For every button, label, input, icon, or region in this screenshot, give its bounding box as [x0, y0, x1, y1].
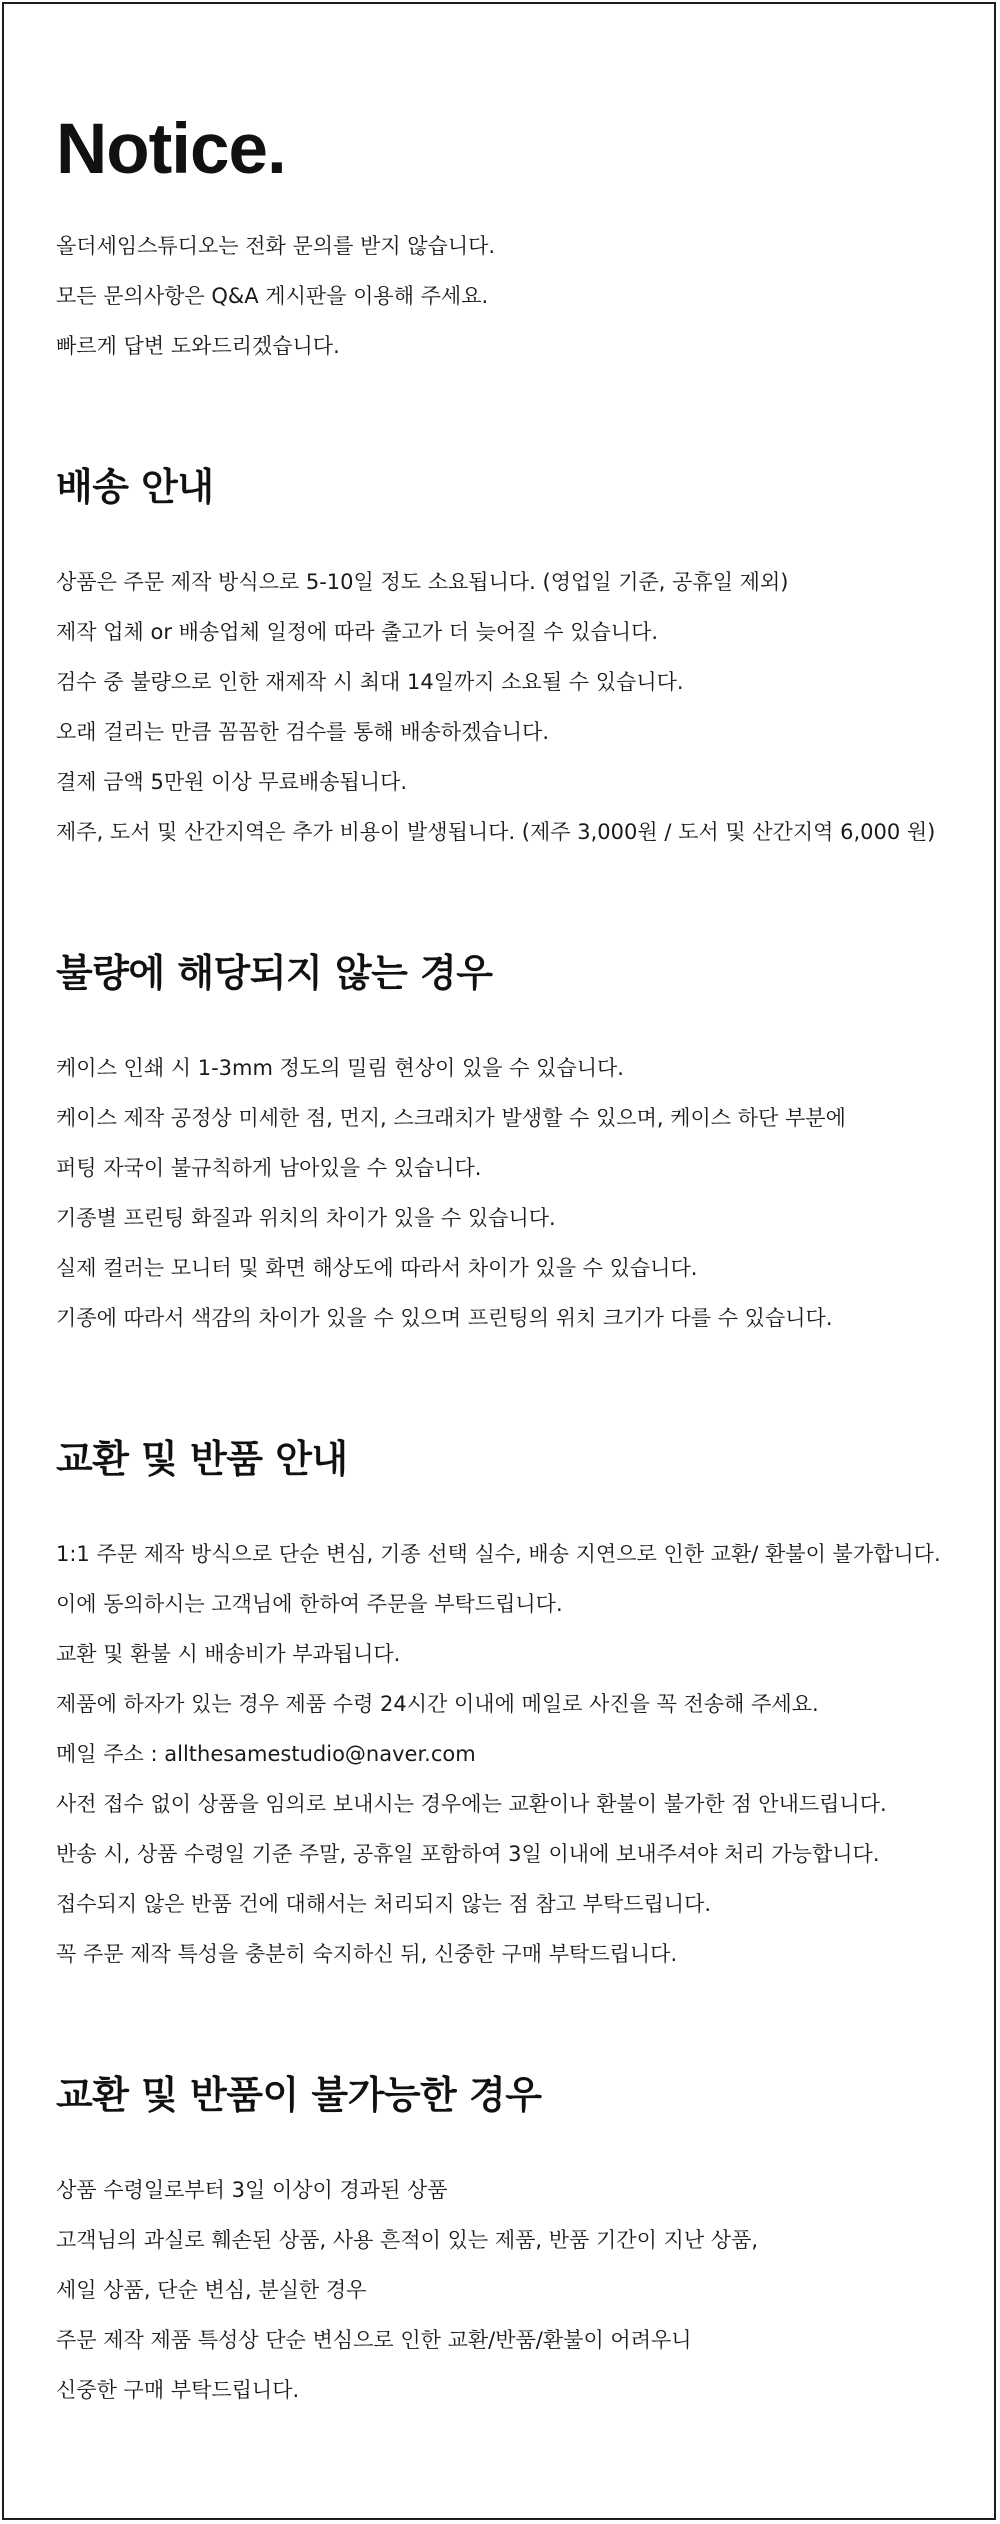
intro-line: 빠르게 답변 도와드리겠습니다.: [56, 334, 340, 358]
section-heading: 교환 및 반품 안내: [56, 1437, 348, 1481]
body-line: 접수되지 않은 반품 건에 대해서는 처리되지 않는 점 참고 부탁드립니다.: [56, 1892, 712, 1916]
body-line: 실제 컬러는 모니터 및 화면 해상도에 따라서 차이가 있을 수 있습니다.: [56, 1256, 698, 1280]
body-line: 이에 동의하시는 고객님에 한하여 주문을 부탁드립니다.: [56, 1592, 563, 1616]
body-line: 세일 상품, 단순 변심, 분실한 경우: [56, 2278, 367, 2302]
body-line: 주문 제작 제품 특성상 단순 변심으로 인한 교환/반품/환불이 어려우니: [56, 2328, 692, 2352]
body-line: 기종별 프린팅 화질과 위치의 차이가 있을 수 있습니다.: [56, 1206, 556, 1230]
body-line: 결제 금액 5만원 이상 무료배송됩니다.: [56, 770, 408, 794]
body-line: 반송 시, 상품 수령일 기준 주말, 공휴일 포함하여 3일 이내에 보내주셔야 처리 가능합니다.: [56, 1842, 880, 1866]
body-line: 기종에 따라서 색감의 차이가 있을 수 있으며 프린팅의 위치 크기가 다를 수 있습니다.: [56, 1306, 833, 1330]
body-line: 사전 접수 없이 상품을 임의로 보내시는 경우에는 교환이나 환불이 불가한 점 안내드립니다.: [56, 1792, 887, 1816]
email-line: 메일 주소 : allthesamestudio@naver.com: [56, 1742, 476, 1766]
body-line: 제작 업체 or 배송업체 일정에 따라 출고가 더 늦어질 수 있습니다.: [56, 620, 659, 644]
body-line: 검수 중 불량으로 인한 재제작 시 최대 14일까지 소요될 수 있습니다.: [56, 670, 684, 694]
section-non-returnable: [56, 2071, 976, 2415]
body-line: 상품 수령일로부터 3일 이상이 경과된 상품: [56, 2178, 448, 2202]
body-line: 제품에 하자가 있는 경우 제품 수령 24시간 이내에 메일로 사진을 꼭 전송해 주세요.: [56, 1692, 819, 1716]
body-line: 상품은 주문 제작 방식으로 5-10일 정도 소요됩니다. (영업일 기준, 공휴일 제외): [56, 570, 789, 594]
body-line: 오래 걸리는 만큼 꼼꼼한 검수를 통해 배송하겠습니다.: [56, 720, 550, 744]
notice-content: [56, 105, 976, 2415]
body-line: 꼭 주문 제작 특성을 충분히 숙지하신 뒤, 신중한 구매 부탁드립니다.: [56, 1942, 678, 1966]
section-not-defective: [56, 949, 976, 1343]
page-title: Notice.: [56, 110, 286, 189]
section-heading: 교환 및 반품이 불가능한 경우: [56, 2073, 542, 2117]
body-line: 교환 및 환불 시 배송비가 부과됩니다.: [56, 1642, 401, 1666]
section-heading: 배송 안내: [56, 465, 214, 509]
section-shipping: [56, 463, 976, 857]
body-line: 케이스 제작 공정상 미세한 점, 먼지, 스크래치가 발생할 수 있으며, 케이스 하단 부분에: [56, 1106, 846, 1130]
body-line: 제주, 도서 및 산간지역은 추가 비용이 발생됩니다. (제주 3,000원 / 도서 및 산간지역 6,000 원): [56, 820, 936, 844]
section-exchange-return: [56, 1435, 976, 1979]
section-heading: 불량에 해당되지 않는 경우: [56, 951, 493, 995]
intro-line: 모든 문의사항은 Q&A 게시판을 이용해 주세요.: [56, 284, 489, 308]
body-line: 1:1 주문 제작 방식으로 단순 변심, 기종 선택 실수, 배송 지연으로 인한 교환/ 환불이 불가합니다.: [56, 1542, 941, 1566]
intro-line: 올더세임스튜디오는 전화 문의를 받지 않습니다.: [56, 234, 496, 258]
body-line: 고객님의 과실로 훼손된 상품, 사용 흔적이 있는 제품, 반품 기간이 지난 상품,: [56, 2228, 759, 2252]
body-line: 퍼팅 자국이 불규칙하게 남아있을 수 있습니다.: [56, 1156, 482, 1180]
body-line: 신중한 구매 부탁드립니다.: [56, 2378, 300, 2402]
intro-block: [56, 221, 976, 371]
body-line: 케이스 인쇄 시 1-3mm 정도의 밀림 현상이 있을 수 있습니다.: [56, 1056, 624, 1080]
